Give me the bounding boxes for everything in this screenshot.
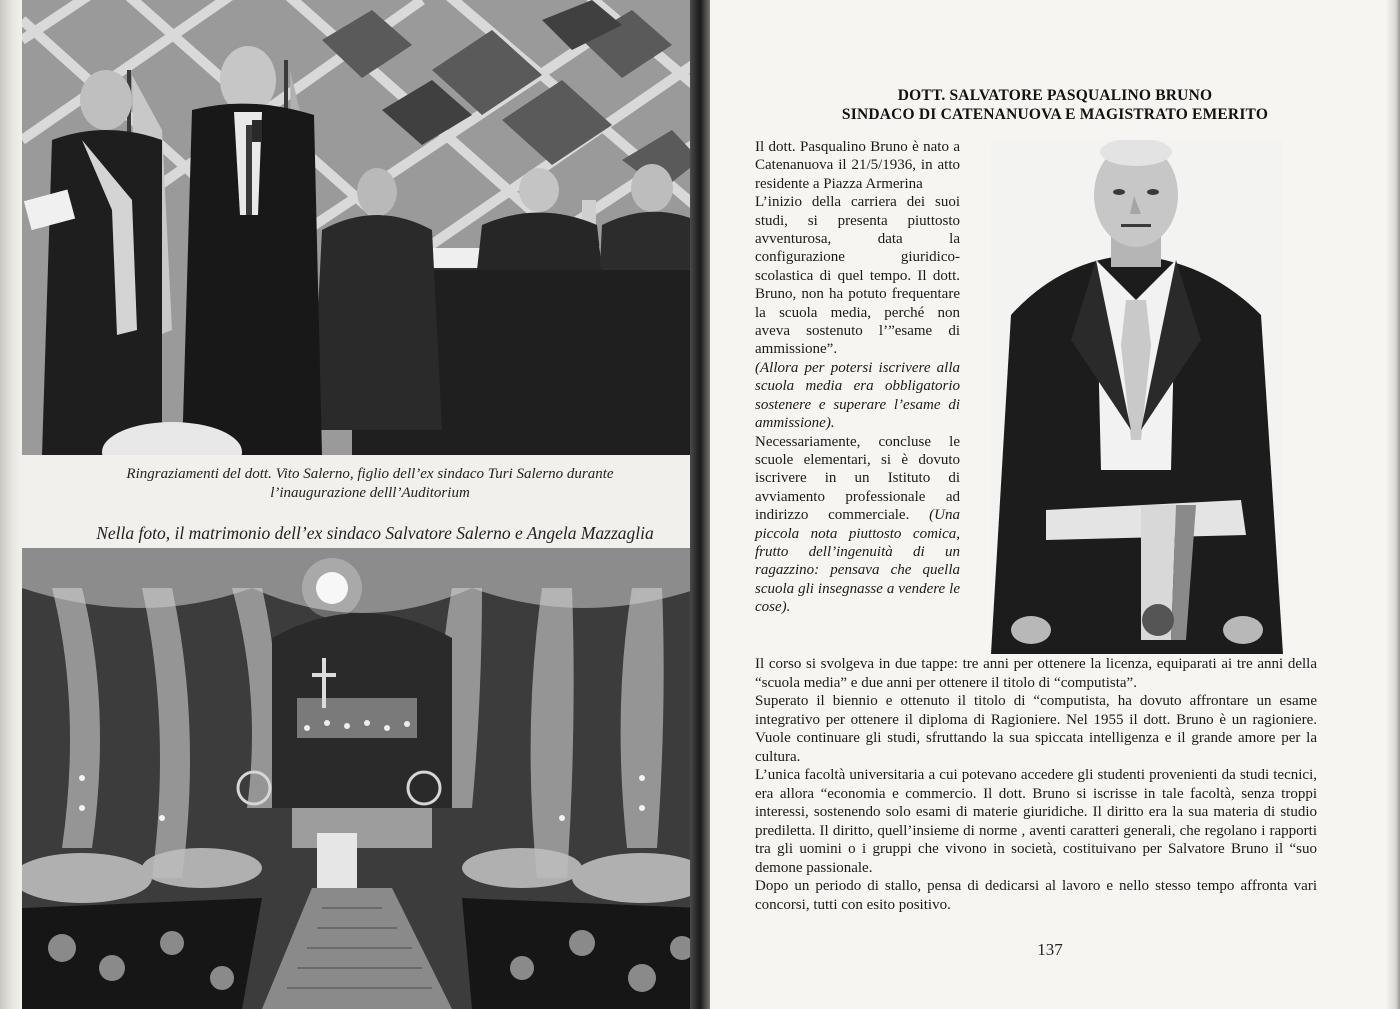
paragraph: L’unica facoltà universitaria a cui potevano accedere gli studenti provenienti da studi tecnici, era allora “economia e commercio. Il dott. Bruno si iscrisse in tale facoltà, senza troppi interessi, sostenendo solo esami di materie giuridiche. Il diritto era la sua materia di studio prediletta. Il diritto, quell’insieme di norme , aventi caratteri generali, che regolano i rapporti tra gli uomini o i gruppi che vivono in società, costituivano per Salvatore Bruno il “suo demone passionale.: [755, 767, 1317, 876]
paragraph: Dopo un periodo di stallo, pensa di dedicarsi al lavoro e nello stesso tempo affronta vari concorsi, tutti con esito positivo.: [755, 878, 1317, 913]
page-edge: [0, 0, 22, 1009]
heading-line-1: DOTT. SALVATORE PASQUALINO BRUNO: [897, 87, 1213, 104]
paragraph: Superato il biennio e ottenuto il titolo di “computista, ha dovuto affrontare un esame integrativo per ottenere il diploma di Ragioniere. Nel 1955 il dott. Bruno è un ragioniere. Vuole continuare gli studi, sfruttando la sua spiccata intelligenza e il grande amore per la cultura.: [755, 693, 1317, 765]
paragraph: Il corso si svolgeva in due tappe: tre anni per ottenere la licenza, equiparati ai tre anni della “scuola media” e due anni per ottenere il titolo di “computista”.: [755, 656, 1317, 691]
paragraph-italic-note: (Allora per potersi iscrivere alla scuola media era obbligatorio sostenere e superare l’esame di ammissione).: [755, 359, 960, 432]
photo-auditorium-inauguration: [22, 0, 700, 455]
book-gutter: [690, 0, 712, 1009]
heading-line-2: SINDACO DI CATENANUOVA E MAGISTRATO EMERITO: [841, 106, 1269, 123]
photo-caption-bottom: Nella foto, il matrimonio dell’ex sindaco Salvatore Salerno e Angela Mazzaglia: [96, 523, 654, 543]
photo-caption-top: Ringraziamenti del dott. Vito Salerno, figlio dell’ex sindaco Turi Salerno durante l’inaugurazione delll’Auditorium: [126, 466, 614, 501]
narrow-column-text: [755, 138, 960, 617]
text-span: Necessariamente, concluse le scuole elementari, si è dovuto iscrivere in un Istituto di avviamento professionale ad indirizzo commerciale.: [755, 433, 960, 524]
paragraph: [755, 433, 960, 617]
paragraph: Il dott. Pasqualino Bruno è nato a Catenanuova il 21/5/1936, in atto residente a Piazza Armerina: [755, 139, 960, 192]
page-number: 137: [1037, 940, 1063, 959]
article-heading: [770, 86, 1340, 124]
page-edge: [1386, 0, 1400, 1009]
photo-wedding-church: [22, 548, 700, 1009]
paragraph: L’inizio della carriera dei suoi studi, si presenta piuttosto avventurosa, data la configurazione giuridico-scolastica di quel tempo. Il dott. Bruno, non ha potuto frequentare la scuola media, perché non aveva sostenuto l’”esame di ammissione”.: [755, 194, 960, 358]
italic-note: (Una piccola nota piuttosto comica, frutto dell’ingenuità di un ragazzino: pensava che quella scuola gli insegnasse a vendere le cose).: [755, 507, 960, 616]
portrait-photo: [991, 140, 1283, 654]
full-width-text: [755, 655, 1317, 914]
right-page: [710, 0, 1400, 1009]
